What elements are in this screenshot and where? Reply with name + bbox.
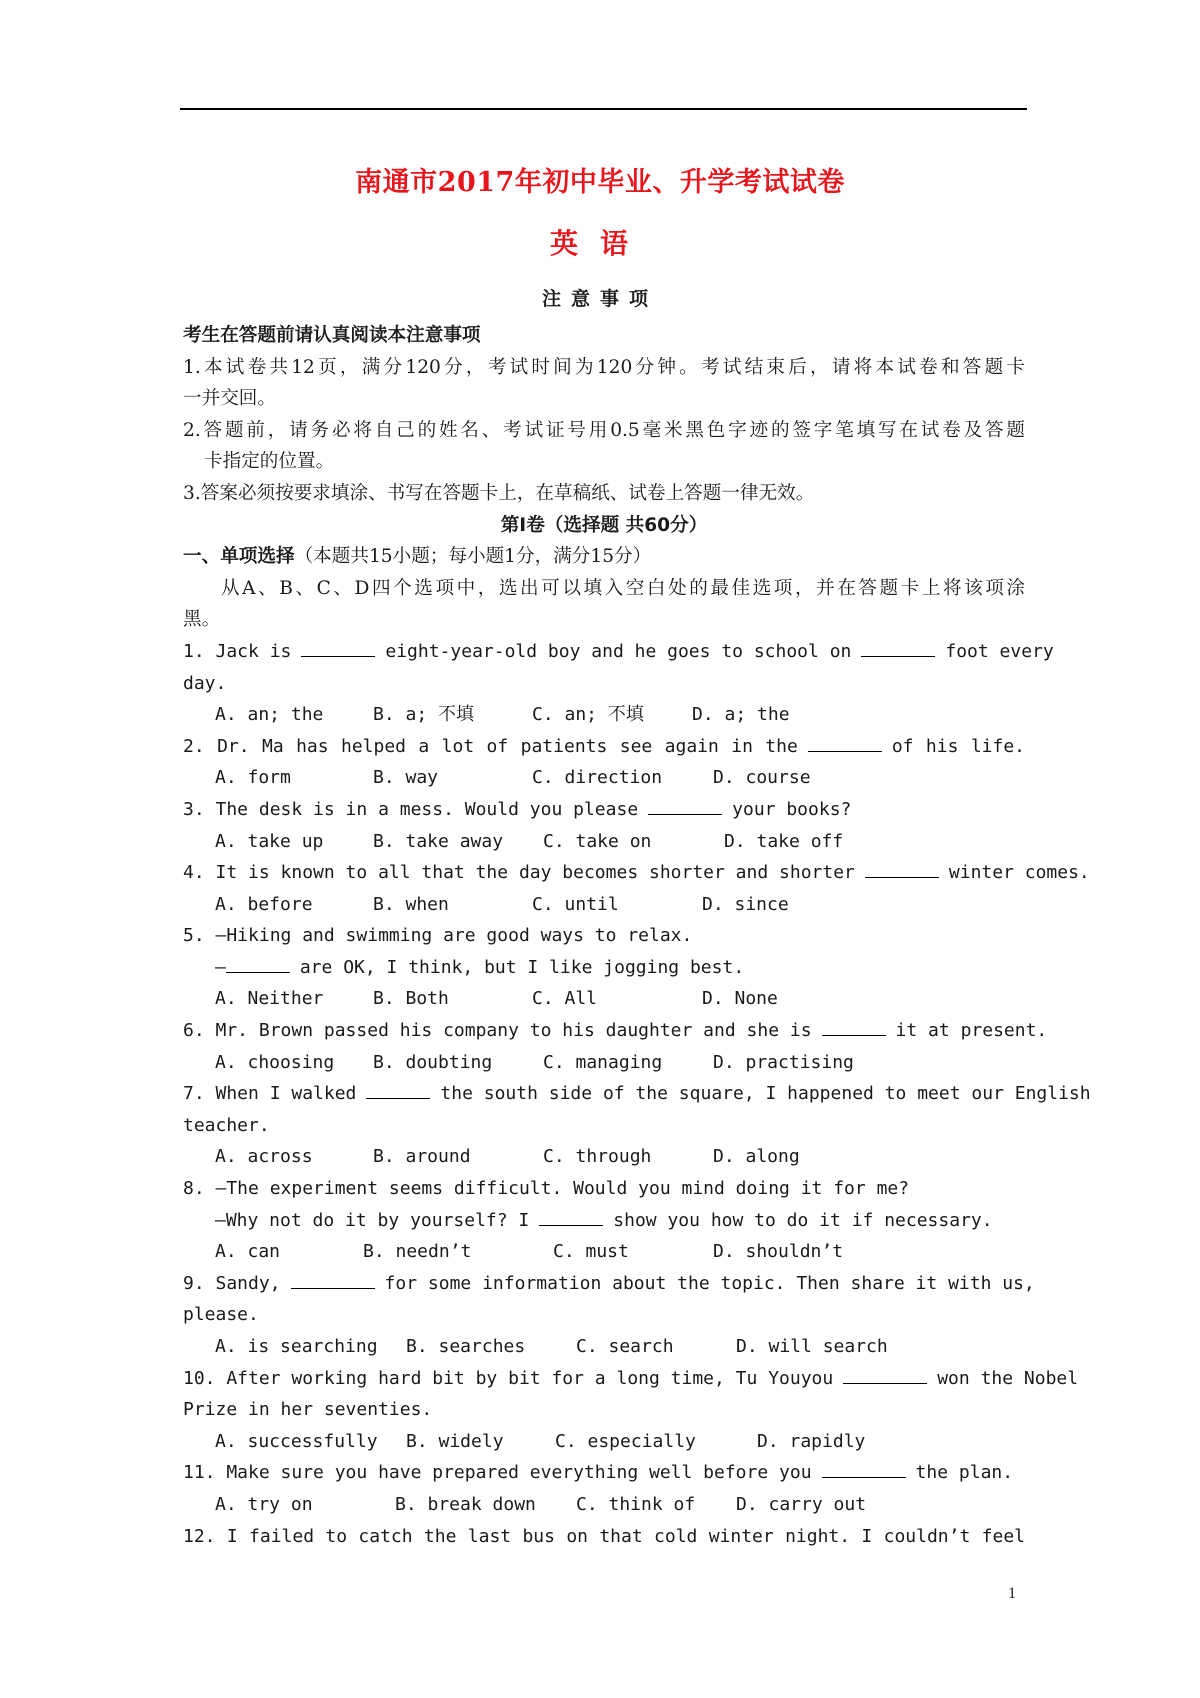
option-a: A. form	[215, 767, 291, 789]
option-a: A. across	[215, 1146, 313, 1168]
q1-text-b: eight-year-old boy and he goes to school on	[385, 640, 852, 662]
q3-options	[183, 826, 1025, 858]
notice-item-2-cont: 卡指定的位置。	[204, 451, 335, 473]
notice-item-3: 3.答案必须按要求填涂、书写在答题卡上，在草稿纸、试卷上答题一律无效。	[183, 482, 815, 504]
option-c: C. take on	[543, 830, 652, 852]
option-d: D. will search	[736, 1336, 888, 1357]
q1-text-a: 1. Jack is	[183, 640, 292, 662]
option-b: B. when	[373, 893, 449, 915]
q11-text-b: the plan.	[915, 1462, 1014, 1484]
option-d: D. carry out	[736, 1493, 867, 1515]
question-12: 12. I failed to catch the last bus on that cold winter night. I couldn’t feel	[183, 1525, 1025, 1547]
option-b: B. Both	[373, 988, 449, 1010]
answer-blank	[226, 954, 290, 973]
q4-options	[183, 889, 1025, 921]
notice-item-1: 1.本试卷共12页，满分120分，考试时间为120分钟。考试结束后，请将本试卷和答题卡	[183, 356, 1025, 378]
q7-options	[183, 1141, 1025, 1173]
question-1	[183, 636, 1054, 668]
answer-blank	[366, 1080, 430, 1099]
question-5-reply	[183, 952, 1025, 984]
q6-options	[183, 1047, 1025, 1079]
section-instruction: 从A、B、C、D四个选项中，选出可以填入空白处的最佳选项，并在答题卡上将该项涂	[221, 577, 1025, 599]
option-c: C. an; 不填	[532, 704, 644, 726]
notice-item-2: 2.答题前，请务必将自己的姓名、考试证号用0.5毫米黑色字迹的签字笔填写在试卷及答题	[183, 419, 1025, 441]
q8-text-b: —Why not do it by yourself? I	[215, 1209, 530, 1231]
answer-blank	[861, 638, 935, 657]
q2-text-a: 2. Dr. Ma has helped a lot of patients see again in the	[183, 735, 798, 757]
page-number: 1	[1008, 1585, 1016, 1602]
option-c: C. until	[532, 893, 619, 915]
answer-blank	[301, 638, 375, 657]
q8-text-c: show you how to do it if necessary.	[613, 1209, 993, 1231]
q9-text-b: for some information about the topic. Then share it with us,	[384, 1272, 1035, 1294]
q2-options	[183, 762, 1025, 794]
option-c: C. must	[553, 1241, 629, 1263]
question-10	[183, 1363, 1079, 1395]
question-10-cont: Prize in her seventies.	[183, 1399, 433, 1421]
q11-text-a: 11. Make sure you have prepared everything well before you	[183, 1462, 812, 1484]
option-a: A. can	[215, 1241, 281, 1263]
q2-text-b: of his life.	[891, 735, 1026, 757]
q9-options	[183, 1331, 1025, 1363]
answer-blank	[291, 1270, 375, 1289]
option-c: C. think of	[576, 1493, 696, 1515]
q10-text-a: 10. After working hard bit by bit for a long time, Tu Youyou	[183, 1367, 834, 1389]
q8-options	[183, 1236, 1025, 1268]
option-c: C. especially	[555, 1430, 696, 1452]
question-5: 5. —Hiking and swimming are good ways to relax.	[183, 925, 693, 947]
q6-text-a: 6. Mr. Brown passed his company to his daughter and she is	[183, 1020, 812, 1042]
question-8: 8. —The experiment seems difficult. Would you mind doing it for me?	[183, 1178, 910, 1200]
answer-blank	[822, 1017, 886, 1036]
q5-options	[183, 983, 1025, 1015]
question-7-cont: teacher.	[183, 1114, 270, 1136]
section-heading-bold: 一、单项选择	[183, 546, 295, 568]
answer-blank	[865, 859, 939, 878]
q3-text-a: 3. The desk is in a mess. Would you please	[183, 798, 639, 820]
option-c: C. All	[532, 988, 598, 1010]
question-3	[183, 794, 1025, 826]
option-d: D. a; the	[692, 704, 790, 726]
section-heading-rest: （本题共15小题；每小题1分，满分15分）	[294, 546, 652, 568]
option-a: A. choosing	[215, 1051, 335, 1073]
option-a: A. take up	[215, 830, 324, 852]
option-b: B. needn’t	[363, 1241, 472, 1263]
option-c: C. through	[543, 1146, 652, 1168]
q1-text-c: foot every	[945, 640, 1054, 662]
option-a: A. is searching	[215, 1336, 378, 1357]
option-d: D. take off	[724, 830, 844, 852]
top-rule	[180, 108, 1027, 110]
q4-text-a: 4. It is known to all that the day becomes shorter and shorter	[183, 862, 855, 884]
option-b: B. widely	[406, 1430, 504, 1452]
question-11	[183, 1457, 1025, 1489]
option-b: B. take away	[373, 830, 504, 852]
part-title: 第I卷（选择题 共60分）	[500, 514, 708, 536]
question-8-reply	[183, 1205, 1025, 1237]
subject-title: 英语	[549, 227, 650, 260]
q10-text-b: won the Nobel	[937, 1367, 1079, 1389]
option-d: D. course	[713, 767, 811, 789]
option-a: A. successfully	[215, 1430, 378, 1452]
option-d: D. None	[702, 988, 778, 1010]
question-6	[183, 1015, 1048, 1047]
q6-text-b: it at present.	[895, 1020, 1048, 1042]
q5-text-c: are OK, I think, but I like jogging best.	[299, 956, 745, 978]
question-9-cont: please.	[183, 1304, 259, 1326]
q7-text-b: the south side of the square, I happened to meet our English	[440, 1083, 1091, 1105]
option-d: D. practising	[713, 1051, 854, 1073]
option-b: B. break down	[395, 1493, 536, 1515]
answer-blank	[648, 796, 722, 815]
option-a: A. Neither	[215, 988, 324, 1010]
section-heading	[183, 541, 1025, 573]
answer-blank	[808, 733, 882, 752]
section-instruction-cont: 黑。	[183, 609, 221, 631]
notice-heading: 注意事项	[541, 288, 658, 310]
option-d: D. along	[713, 1146, 800, 1168]
option-a: A. an; the	[215, 704, 324, 726]
option-d: D. since	[702, 893, 789, 915]
q3-text-b: your books?	[732, 798, 852, 820]
option-b: B. doubting	[373, 1051, 493, 1073]
option-d: D. rapidly	[757, 1430, 866, 1452]
question-2	[183, 731, 1025, 763]
q4-text-b: winter comes.	[948, 862, 1090, 884]
q11-options	[183, 1489, 1025, 1521]
option-c: C. managing	[543, 1051, 663, 1073]
option-b: B. a; 不填	[373, 704, 475, 726]
exam-content	[183, 320, 1091, 1552]
option-c: C. search	[576, 1336, 674, 1357]
answer-blank	[843, 1365, 927, 1384]
question-7	[183, 1078, 1091, 1110]
option-d: D. shouldn’t	[713, 1241, 844, 1263]
exam-title: 南通市2017年初中毕业、升学考试试卷	[355, 167, 845, 198]
option-b: B. way	[373, 767, 439, 789]
option-a: A. before	[215, 893, 313, 915]
option-a: A. try on	[215, 1493, 313, 1515]
option-b: B. searches	[406, 1336, 526, 1357]
option-b: B. around	[373, 1146, 471, 1168]
q10-options	[183, 1426, 1025, 1458]
option-c: C. direction	[532, 767, 663, 789]
q5-text-b: —	[215, 956, 226, 978]
question-4	[183, 857, 1090, 889]
q7-text-a: 7. When I walked	[183, 1083, 357, 1105]
question-1-cont: day.	[183, 672, 227, 694]
notice-item-1-cont: 一并交回。	[183, 388, 276, 410]
notice-lead: 考生在答题前请认真阅读本注意事项	[183, 325, 481, 346]
question-9	[183, 1268, 1035, 1300]
q1-options	[183, 699, 1025, 731]
answer-blank	[539, 1207, 603, 1226]
answer-blank	[822, 1459, 906, 1478]
q9-text-a: 9. Sandy,	[183, 1272, 281, 1294]
